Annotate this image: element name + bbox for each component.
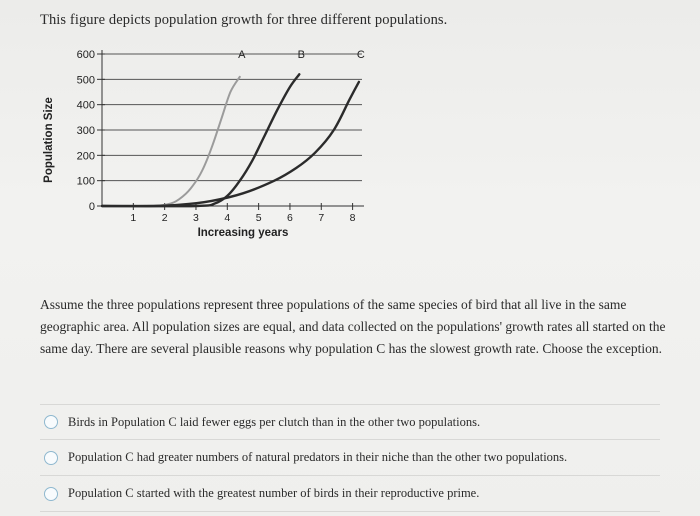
radio-button[interactable] <box>44 415 58 429</box>
series-label-c: C <box>356 48 365 61</box>
series-line-b <box>102 74 299 206</box>
x-tick-label: 1 <box>130 212 137 224</box>
x-tick-label: 2 <box>161 212 168 224</box>
y-tick-label: 300 <box>76 125 95 137</box>
answer-option-2[interactable] <box>40 440 660 476</box>
intro-text: This figure depicts population growth for three different populations. <box>40 12 448 28</box>
answer-option-label: Population C had greater numbers of natural predators in their niche than the other two populations. <box>68 450 568 464</box>
series-line-c <box>102 82 359 206</box>
x-tick-label: 5 <box>255 212 262 224</box>
radio-button[interactable] <box>44 487 58 501</box>
question-text: Assume the three populations represent three populations of the same species of bird that all live in the same geographic area. All population sizes are equal, and data collected on the populations' growth rates all started on the same day. There are several plausible reasons why population C has the slowest growth rate. Choose the exception. <box>40 297 666 356</box>
answer-options <box>40 404 660 512</box>
x-tick-label: 4 <box>224 212 231 224</box>
population-growth-chart <box>30 38 375 253</box>
x-tick-label: 7 <box>318 212 325 224</box>
y-tick-label: 400 <box>76 99 95 112</box>
answer-option-1[interactable] <box>40 404 660 440</box>
answer-option-label: Birds in Population C laid fewer eggs per clutch than in the other two populations. <box>68 414 481 429</box>
x-tick-label: 6 <box>287 212 293 224</box>
chart-svg <box>30 38 375 253</box>
y-tick-label: 600 <box>76 49 95 61</box>
x-tick-label: 3 <box>193 212 199 224</box>
x-tick-label: 8 <box>349 212 356 224</box>
series-label-a: A <box>238 48 246 61</box>
answer-option-label: Population C started with the greatest number of birds in their reproductive prime. <box>68 486 480 500</box>
y-tick-label: 200 <box>76 150 95 163</box>
x-axis-title: Increasing years <box>197 227 289 239</box>
y-tick-label: 0 <box>88 201 95 213</box>
y-tick-label: 500 <box>76 74 95 87</box>
radio-button[interactable] <box>44 451 58 465</box>
series-line-a <box>102 77 240 206</box>
y-axis-title: Population Size <box>43 97 55 183</box>
y-tick-label: 100 <box>76 175 95 188</box>
series-label-b: B <box>297 48 306 61</box>
answer-option-3[interactable] <box>40 476 660 512</box>
